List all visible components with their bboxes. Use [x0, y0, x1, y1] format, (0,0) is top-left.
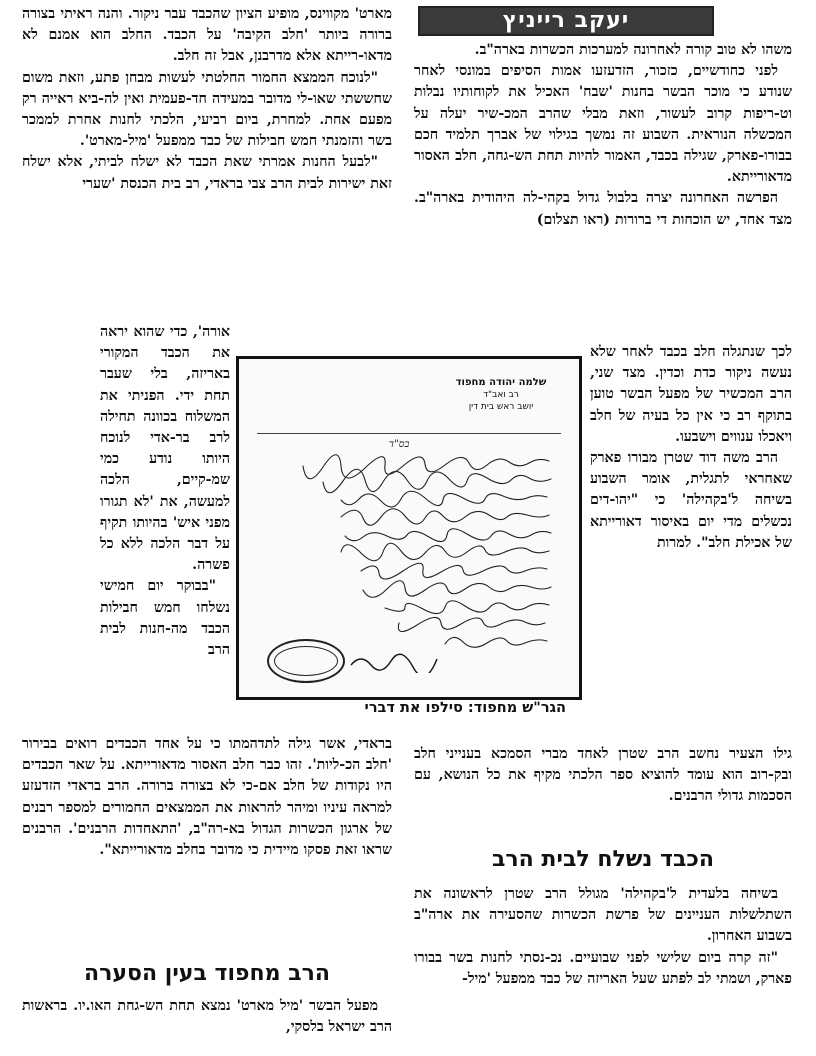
paragraph: לפני כחודשיים, כזכור, הזדעזעו אמות הסיפים במונסי לאחר שנודע כי מוכר הבשר בחנות 'שבח' האכיל את לקוחותיו נבלות וט-ריפות קרוב לעשור, וזאת מבלי שהרב המכ-שיר יעלה על המכשלה הנוראית. השבוע זה נמשך בגילוי של אברך תלמיד חכם בבורו-פארק, שגילה בכבד, האמור להיות תחת הש-גחה, חלב האסור מדאורייתא. — [414, 63, 792, 186]
handwritten-letter-image — [236, 356, 582, 700]
rabbinical-stamp — [267, 639, 345, 683]
right-column-section — [414, 884, 792, 990]
paragraph: מארט' מקווינס, מופיע הציון שהכבד עבר ניקור. והנה ראיתי בצורה ברורה ביותר 'חלב הקיבה' על הכבד. החלב הוא אמנם לא מדאו-רייתא אלא מדרבנן, אבל זה חלב. — [22, 6, 392, 65]
paragraph: הרב משה דוד שטרן מבורו פארק שאחראי לתגלית, אומר השבוע בשיחה ל'בקהילה' כי "יהו-דים נכשלים מדי יום באיסור דאורייתא של אכילת חלב". למרות — [590, 450, 792, 551]
right-column-lower — [414, 744, 792, 808]
paragraph: "זה קרה ביום שלישי לפני שבועיים. נכ-נסתי לחנות בשר בבורו פארק, ושמתי לב לפתע שעל האריזה של כבד ממפעל 'מיל- — [414, 949, 792, 987]
paragraph: גילו הצעיר נחשב הרב שטרן לאחד מברי הסמכא בענייני חלב ובק-רוב הוא עומד להוציא ספר הלכתי מקיף את כל הנושא, עם הסכמות גדולי הרבנים. — [414, 746, 792, 805]
letterhead — [441, 377, 561, 425]
left-column-lower — [22, 734, 392, 861]
right-wrap-text — [590, 342, 792, 554]
left-wrap-text — [100, 322, 230, 661]
paragraph: "בבוקר יום חמישי נשלחו חמש חבילות הכבד מה-חנות לבית הרב — [100, 578, 230, 659]
signature — [349, 651, 439, 673]
left-column-section — [22, 996, 392, 1038]
paragraph: לכך שנתגלה חלב בכבד לאחר שלא נעשה ניקור כדת וכדין. מצד שני, הרב המכשיר של מפעל הבשר טוען בתוקף רב כי אין כל בעיה של חלב ויאכלו ענווים וישבעו. — [590, 344, 792, 445]
letter-opening: בס"ד — [389, 439, 410, 450]
paragraph: בשיחה בלעדית ל'בקהילה' מגולל הרב שטרן לראשונה את השתלשלות העניינים של פרשת הכשרות שהסעירה את ארה"ב בשבוע האחרון. — [414, 886, 792, 945]
letterhead-divider — [257, 433, 561, 434]
paragraph: הפרשה האחרונה יצרה בלבול גדול בקהי-לה היהודית בארה"ב. מצד אחד, יש הוכחות די ברורות (ראו תצלום) — [414, 190, 792, 228]
paragraph: "לנוכח הממצא החמור החלטתי לעשות מבחן פתע, וזאת משום שחששתי שאו-לי מדובר במעידה חד-פעמית ואין לה-ביא ראייה רק מפעם אחת. למחרת, ביום רביעי, הלכתי לחנות אחרת לממכר בשר והזמנתי חמש חבילות של כבד ממפעל 'מיל-מארט'. — [22, 69, 392, 150]
paragraph: משהו לא טוב קורה לאחרונה למערכות הכשרות בארה"ב. — [474, 42, 792, 58]
handwriting-scribble — [279, 451, 559, 661]
paragraph: בראדי, אשר גילה לתדהמתו כי על אחד הכבדים רואים בבירור 'חלב הכ-ליות'. זהו כבר חלב האסור מדאורייתא. על שאר הכבדים היו נקודות של חלב אם-כי לא בצורה ברורה. הרב בראדי הזדעזע למראה עיניו ומיהר להראות את הממצאים החמורים למספר רבנים של ארגון הכשרות הגדול בא-רה"ב, 'התאחדות הרבנים'. הרבנים שראו זאת פסקו מיידית כי מדובר בחלב מדאורייתא". — [22, 736, 392, 859]
paragraph: אורה', כדי שהוא יראה את הכבד המקורי באריזה, בלי שעבר תחת ידי. הפניתי את המשלוח בכוונה תחילה לרב בר-אדי לנוכח היותו נודע כמי שמ-קיים, הלכה למעשה, את 'לא תגורו מפני איש' בהיותו תקיף על דבר הלכה ללא כל פשרה. — [100, 324, 230, 574]
author-byline: יעקב רייניץ — [418, 6, 714, 36]
letterhead-line: יושב ראש בית דין — [468, 402, 534, 412]
paragraph: מפעל הבשר 'מיל מארט' נמצא תחת הש-גחת האו.יו. בראשות הרב ישראל בלסקי, — [22, 998, 392, 1036]
section-heading: הרב מחפוד בעין הסערה — [84, 961, 330, 986]
section-heading: הכבד נשלח לבית הרב — [492, 847, 714, 872]
left-column — [22, 4, 392, 195]
letterhead-line: שלמה יהודה מחפוד — [455, 377, 547, 388]
paragraph: "לבעל החנות אמרתי שאת הכבד לא ישלח לביתי, אלא ישלח זאת ישירות לבית הרב צבי בראדי, רב בית הכנסת 'שערי — [22, 154, 392, 192]
letterhead-line: רב ואב"ד — [483, 390, 519, 400]
image-caption: הגר"ש מחפוד: סילפו את דברי — [364, 700, 566, 716]
right-column — [414, 40, 792, 231]
